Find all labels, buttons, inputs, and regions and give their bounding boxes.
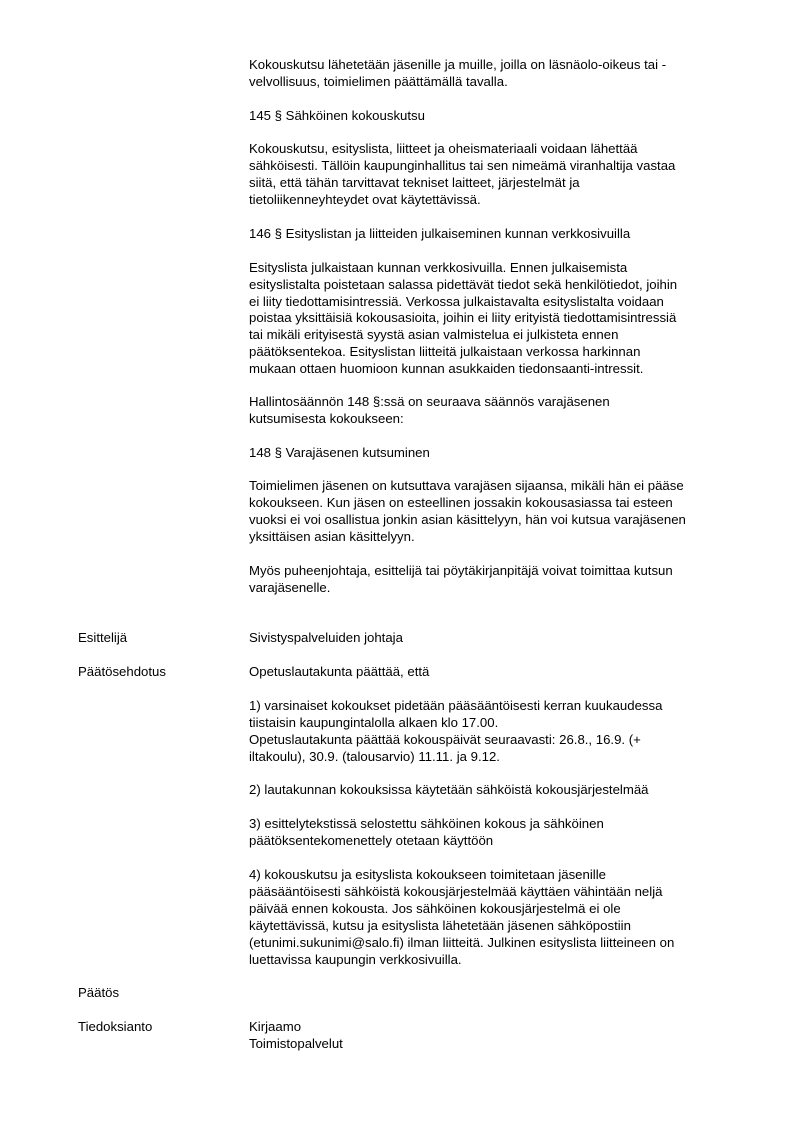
text-line: ei liity tiedottamisintressiä. Verkossa julkaistavalta esityslistalta voidaan — [249, 294, 664, 309]
text-line: kutsumisesta kokoukseen: — [249, 411, 404, 426]
paatosehdotus-intro: Opetuslautakunta päättää, että — [249, 664, 430, 679]
text-line: tai mikäli erityisestä syystä asian valmistelua ei julkisteta ennen — [249, 327, 619, 342]
text-line: (etunimi.sukunimi@salo.fi) ilman liitteitä. Julkinen esityslista liitteineen on — [249, 935, 675, 950]
text-line: varajäsenelle. — [249, 580, 331, 595]
recipient-line: Kirjaamo — [249, 1019, 302, 1034]
text-line: päivää ennen kokousta. Jos sähköinen kokousjärjestelmä ei ole — [249, 901, 621, 916]
text-line: 4) kokouskutsu ja esityslista kokoukseen toimitetaan jäsenille — [249, 867, 606, 882]
text-line: tietoliikenneyhteydet ovat käytettävissä. — [249, 192, 481, 207]
text-line: päätöksentekomenettely otetaan käyttöön — [249, 833, 494, 848]
text-line: iltakoulu), 30.9. (talousarvio) 11.11. ja 9.12. — [249, 749, 500, 764]
text-line: mukaan ottaen huomioon kunnan asukkaiden tiedonsaanti-intressit. — [249, 361, 644, 376]
text-line: Opetuslautakunta päättää kokouspäivät seuraavasti: 26.8., 16.9. (+ — [249, 732, 641, 747]
text-line: Hallintosäännön 148 §:ssä on seuraava säännös varajäsenen — [249, 394, 610, 409]
section-148-heading: 148 § Varajäsenen kutsuminen — [249, 445, 430, 460]
section-146-heading: 146 § Esityslistan ja liitteiden julkaiseminen kunnan verkkosivuilla — [249, 226, 631, 241]
text-line: Kokouskutsu lähetetään jäsenille ja muille, joilla on läsnäolo-oikeus tai - — [249, 57, 667, 72]
section-145-heading: 145 § Sähköinen kokouskutsu — [249, 108, 425, 123]
text-line: velvollisuus, toimielimen päättämällä tavalla. — [249, 74, 508, 89]
text-line: 1) varsinaiset kokoukset pidetään pääsääntöisesti kerran kuukaudessa — [249, 698, 663, 713]
text-line: tiistaisin kaupungintalolla alkaen klo 17.00. — [249, 715, 499, 730]
recipient-line: Toimistopalvelut — [249, 1036, 343, 1051]
text-line: päätöksentekoa. Esityslistan liitteitä julkaistaan verkossa harkinnan — [249, 344, 641, 359]
text-line: pääsääntöisesti sähköistä kokousjärjestelmää käyttäen vähintään neljä — [249, 884, 663, 899]
text-line: sähköisesti. Tällöin kaupunginhallitus tai sen nimeämä viranhaltija vastaa — [249, 158, 676, 173]
text-line: 3) esittelytekstissä selostettu sähköinen kokous ja sähköinen — [249, 816, 604, 831]
tiedoksianto-label: Tiedoksianto — [78, 1019, 153, 1034]
text-line: vuoksi ei voi osallistua jonkin asian käsittelyyn, hän voi kutsua varajäsenen — [249, 512, 686, 527]
text-line: poistaa yksittäisiä kokousasioita, joihin ei liity erityistä tiedottamisintressiä — [249, 310, 677, 325]
esittelija-value: Sivistyspalveluiden johtaja — [249, 630, 403, 645]
esittelija-label: Esittelijä — [78, 630, 128, 645]
text-line: Kokouskutsu, esityslista, liitteet ja oheismateriaali voidaan lähettää — [249, 141, 638, 156]
text-line: Toimielimen jäsenen on kutsuttava varajäsen sijaansa, mikäli hän ei pääse — [249, 478, 684, 493]
text-line: Esityslista julkaistaan kunnan verkkosivuilla. Ennen julkaisemista — [249, 260, 628, 275]
text-line: kokoukseen. Kun jäsen on esteellinen jossakin kokousasiassa tai esteen — [249, 495, 673, 510]
paatos-label: Päätös — [78, 985, 120, 1000]
text-line: käytettävissä, kutsu ja esityslista lähetetään jäsenen sähköpostiin — [249, 918, 631, 933]
text-line: siitä, että tähän tarvittavat tekniset laitteet, järjestelmät ja — [249, 175, 580, 190]
text-line: yksittäisen asian käsittelyyn. — [249, 529, 415, 544]
text-line: esityslistalta poistetaan salassa pidettävät tiedot sekä henkilötiedot, joihin — [249, 277, 678, 292]
paatosehdotus-label: Päätösehdotus — [78, 664, 166, 679]
text-line: 2) lautakunnan kokouksissa käytetään sähköistä kokousjärjestelmää — [249, 782, 649, 797]
text-line: luettavissa kaupungin verkkosivuilla. — [249, 952, 462, 967]
text-line: Myös puheenjohtaja, esittelijä tai pöytäkirjanpitäjä voivat toimittaa kutsun — [249, 563, 673, 578]
